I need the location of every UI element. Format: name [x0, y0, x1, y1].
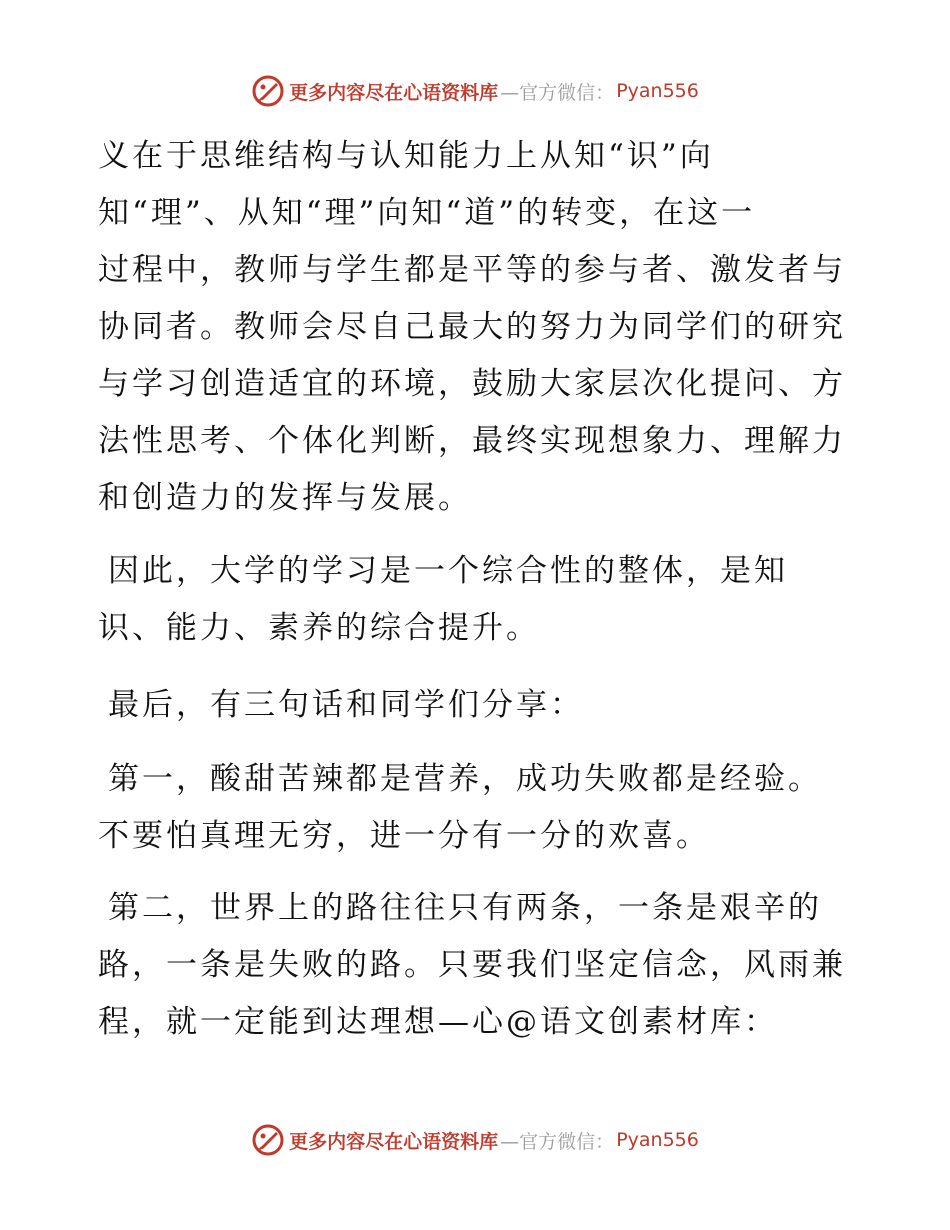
quill-pen-logo-icon — [251, 74, 285, 108]
text-line: 与学习创造适宜的环境，鼓励大家层次化提问、方 — [98, 366, 846, 402]
quill-pen-logo-icon — [251, 1123, 285, 1157]
text-line: 最后，有三句话和同学们分享： — [108, 687, 584, 723]
text-line: 义在于思维结构与认知能力上从知“识”向 — [98, 138, 714, 174]
text-line: 知“理”、从知“理”向知“道”的转变，在这一 — [98, 195, 756, 231]
text-line: 识、能力、素养的综合提升。 — [98, 610, 540, 646]
text-line: 过程中，教师与学生都是平等的参与者、激发者与 — [98, 252, 846, 288]
paragraph-3 — [98, 677, 858, 734]
text-line: 路，一条是失败的路。只要我们坚定信念，风雨兼 — [98, 947, 846, 983]
paragraph-5 — [98, 880, 858, 1051]
banner-main-text: 更多内容尽在心语资料库 — [289, 81, 499, 104]
banner-wechat-label: —官方微信： — [500, 1130, 615, 1153]
paragraph-4 — [98, 751, 858, 865]
banner-wechat-id: Pyan556 — [616, 80, 699, 102]
text-line: 因此，大学的学习是一个综合性的整体，是知 — [108, 553, 788, 589]
header-banner — [0, 71, 950, 111]
banner-main-text: 更多内容尽在心语资料库 — [289, 1130, 499, 1153]
paragraph-2 — [98, 543, 858, 657]
banner-wechat-label: —官方微信： — [500, 81, 615, 104]
text-line: 不要怕真理无穷，进一分有一分的欢喜。 — [98, 818, 710, 854]
banner-wechat-id: Pyan556 — [616, 1129, 699, 1151]
text-line: 法性思考、个体化判断，最终实现想象力、理解力 — [98, 423, 846, 459]
paragraph-1 — [98, 128, 858, 527]
text-line: 第一，酸甜苦辣都是营养，成功失败都是经验。 — [108, 761, 822, 797]
text-line: 程，就一定能到达理想—心@语文创素材库： — [98, 1004, 778, 1040]
text-line: 和创造力的发挥与发展。 — [98, 480, 472, 516]
text-line: 第二，世界上的路往往只有两条，一条是艰辛的 — [108, 890, 822, 926]
text-line: 协同者。教师会尽自己最大的努力为同学们的研究 — [98, 309, 846, 345]
footer-banner — [0, 1120, 950, 1160]
